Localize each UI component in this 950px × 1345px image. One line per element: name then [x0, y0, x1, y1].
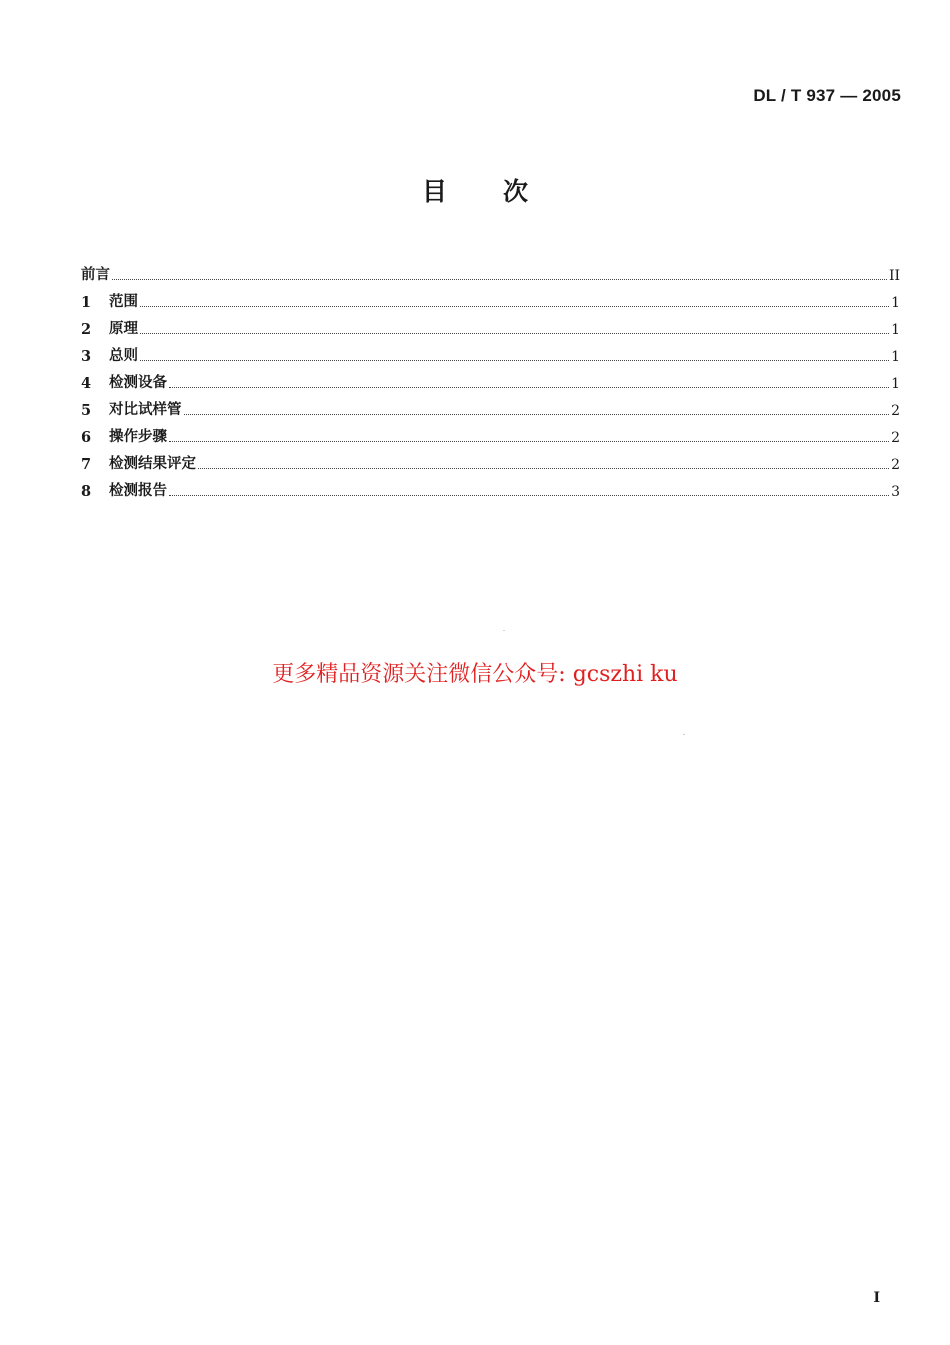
toc-entry-page: 3: [891, 484, 900, 500]
toc-entry-2[interactable]: [81, 311, 900, 338]
toc-leader: [169, 495, 889, 496]
toc-entry-number: 4: [81, 375, 92, 392]
toc-entry-page: 2: [891, 403, 900, 419]
toc-entry-3[interactable]: [81, 338, 900, 365]
toc-entry-page: 2: [891, 430, 900, 446]
toc-entry-8[interactable]: [81, 473, 900, 500]
standard-code: DL / T 937 — 2005: [753, 86, 901, 105]
toc-entry-number: 2: [81, 321, 92, 338]
toc-leader: [140, 306, 889, 307]
toc-entry-label: 原理: [109, 321, 138, 337]
toc-entry-6[interactable]: [81, 419, 900, 446]
toc-entry-label: 检测结果评定: [109, 456, 196, 472]
watermark-notice: 更多精品资源关注微信公众号: gcszhi ku: [272, 662, 678, 687]
toc-entry-number: 7: [81, 456, 92, 473]
toc-entry-label: 检测设备: [109, 375, 167, 391]
toc-entry-label: 前言: [81, 267, 110, 283]
toc-entry-number: 5: [81, 402, 92, 419]
toc-entry-label: 检测报告: [109, 483, 167, 499]
toc-entry-number: 6: [81, 429, 92, 446]
toc-leader: [184, 414, 890, 415]
toc-leader: [140, 333, 889, 334]
toc-entry-page: 1: [891, 376, 900, 392]
toc-entry-7[interactable]: [81, 446, 900, 473]
toc-entry-label: 对比试样管: [109, 402, 182, 418]
toc-leader: [169, 387, 889, 388]
toc-entry-page: II: [888, 268, 900, 284]
toc-leader: [140, 360, 889, 361]
toc-leader: [112, 279, 887, 280]
toc-entry-foreword[interactable]: [81, 257, 900, 284]
toc-entry-4[interactable]: [81, 365, 900, 392]
toc-entry-label: 范围: [109, 294, 138, 310]
scan-speck: [503, 630, 505, 631]
toc-entry-number: 1: [81, 294, 92, 311]
table-of-contents: [81, 257, 900, 500]
scan-speck: [683, 734, 685, 735]
toc-entry-1[interactable]: [81, 284, 900, 311]
page-number: I: [873, 1290, 880, 1306]
toc-leader: [169, 441, 889, 442]
toc-entry-label: 总则: [109, 348, 138, 364]
toc-entry-number: 8: [81, 483, 92, 500]
toc-entry-label: 操作步骤: [109, 429, 167, 445]
toc-entry-number: 3: [81, 348, 92, 365]
toc-leader: [198, 468, 889, 469]
page-title: 目次: [421, 177, 584, 206]
toc-entry-page: 1: [891, 349, 900, 365]
toc-entry-page: 1: [891, 322, 900, 338]
toc-entry-page: 2: [891, 457, 900, 473]
toc-entry-5[interactable]: [81, 392, 900, 419]
toc-entry-page: 1: [891, 295, 900, 311]
